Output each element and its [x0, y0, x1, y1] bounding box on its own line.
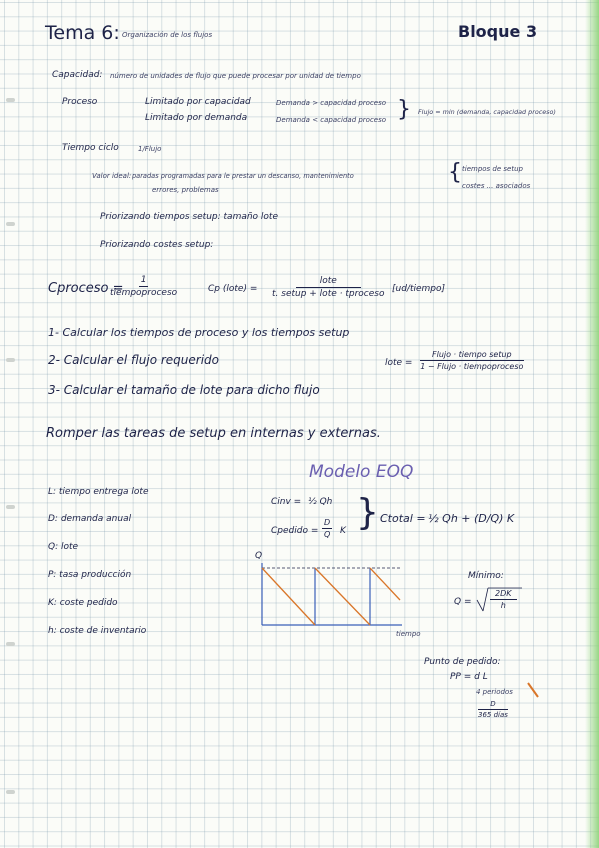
- proceso-cond-1: Demanda > capacidad proceso: [276, 99, 387, 107]
- valor-ideal-label: Valor ideal:: [92, 172, 132, 180]
- cp-lote-den: t. setup + lote · tproceso: [272, 289, 385, 299]
- valor-ideal-line-2: errores, problemas: [152, 186, 219, 194]
- minimo-label: Mínimo:: [468, 571, 504, 581]
- legend-Q: Q: lote: [48, 542, 79, 552]
- setup-side-1: tiempos de setup: [462, 165, 523, 173]
- q-opt-lhs: Q =: [454, 597, 472, 607]
- tema-title: Tema 6:: [45, 22, 120, 44]
- cinv-lhs: Cinv =: [271, 497, 302, 507]
- q-opt-num: 2DK: [490, 589, 517, 600]
- c-proceso-den: tiempoproceso: [110, 288, 178, 298]
- chart-depletion-3: [370, 568, 400, 600]
- flujo-min-formula: Flujo = min (demanda, capacidad proceso): [418, 108, 556, 116]
- lote-formula-num: Flujo · tiempo setup: [420, 350, 524, 361]
- pp-formula: PP = d L: [450, 672, 488, 682]
- brace-setup: {: [448, 160, 462, 185]
- legend-L: L: tiempo entrega lote: [48, 487, 149, 497]
- orange-mark: [528, 683, 538, 697]
- pp-fraction: [478, 700, 508, 719]
- tiempo-ciclo-formula: 1/Flujo: [138, 145, 162, 153]
- romper-tareas: Romper las tareas de setup en internas y externas.: [46, 426, 381, 441]
- c-proceso-num: 1: [140, 275, 147, 285]
- proceso-cond-2: Demanda < capacidad proceso: [276, 116, 387, 124]
- ctotal-lhs: Ctotal =: [380, 512, 426, 525]
- priorizando-tiempos: Priorizando tiempos setup: tamaño lote: [100, 212, 278, 222]
- valor-ideal-line-1: paradas programadas para le prestar un descanso, mantenimiento: [132, 172, 354, 180]
- brace-proceso: }: [397, 97, 411, 122]
- lote-formula-den: 1 − Flujo · tiempoproceso: [420, 362, 524, 371]
- cp-lote-lhs: Cp (lote) =: [208, 284, 258, 294]
- cp-lote-units: [ud/tiempo]: [392, 284, 446, 294]
- pp-frac-num: D: [478, 700, 507, 710]
- pp-frac-den: 365 días: [478, 711, 508, 719]
- proceso-opt-capacidad: Limitado por capacidad: [145, 97, 251, 107]
- cpedido-num: D: [324, 518, 331, 527]
- chart-q-axis-label: Q: [255, 551, 263, 561]
- step-1: 1- Calcular los tiempos de proceso y los tiempos setup: [48, 326, 350, 339]
- pp-sub: 4 periodos: [476, 688, 513, 696]
- tiempo-ciclo-label: Tiempo ciclo: [62, 143, 119, 153]
- cp-lote-num: lote: [296, 276, 361, 288]
- proceso-opt-demanda: Limitado por demanda: [145, 113, 248, 123]
- pp-label: Punto de pedido:: [424, 657, 501, 667]
- cpedido-lhs: Cpedido =: [271, 526, 319, 536]
- proceso-label: Proceso: [62, 97, 98, 107]
- step-2: 2- Calcular el flujo requerido: [48, 353, 220, 367]
- q-opt-fraction: [490, 589, 517, 610]
- sqrt-sign-long: [483, 588, 488, 611]
- setup-side-2: costes ... asociados: [462, 182, 531, 190]
- legend-P: P: tasa producción: [48, 570, 132, 580]
- sqrt-sign-short: [477, 600, 483, 611]
- chart-t-axis-label: tiempo: [396, 630, 421, 638]
- chart-depletion-1: [262, 568, 315, 625]
- c-proceso-lhs: Cproceso =: [48, 281, 124, 296]
- capacidad-def: número de unidades de flujo que puede procesar por unidad de tiempo: [110, 72, 361, 80]
- legend-D: D: demanda anual: [48, 514, 132, 524]
- chart-depletion-2: [315, 568, 370, 625]
- cpedido-k: K: [340, 526, 346, 536]
- brace-eoq: }: [356, 492, 379, 533]
- tema-subtitle: Organización de los flujos: [122, 31, 213, 39]
- eoq-title: Modelo EOQ: [309, 462, 414, 482]
- capacidad-term: Capacidad:: [52, 70, 103, 80]
- q-opt-den: h: [500, 601, 506, 610]
- legend-h: h: coste de inventario: [48, 626, 147, 636]
- cpedido-den: Q: [323, 530, 331, 539]
- priorizando-costes: Priorizando costes setup:: [100, 240, 214, 250]
- lote-formula-lhs: lote =: [385, 358, 413, 368]
- ctotal-rhs: ½ Qh + (D/Q) K: [428, 512, 515, 525]
- legend-K: K: coste pedido: [48, 598, 118, 608]
- bloque-label: Bloque 3: [458, 22, 538, 41]
- cinv-rhs: ½ Qh: [308, 497, 333, 507]
- step-3: 3- Calcular el tamaño de lote para dicho flujo: [48, 383, 320, 397]
